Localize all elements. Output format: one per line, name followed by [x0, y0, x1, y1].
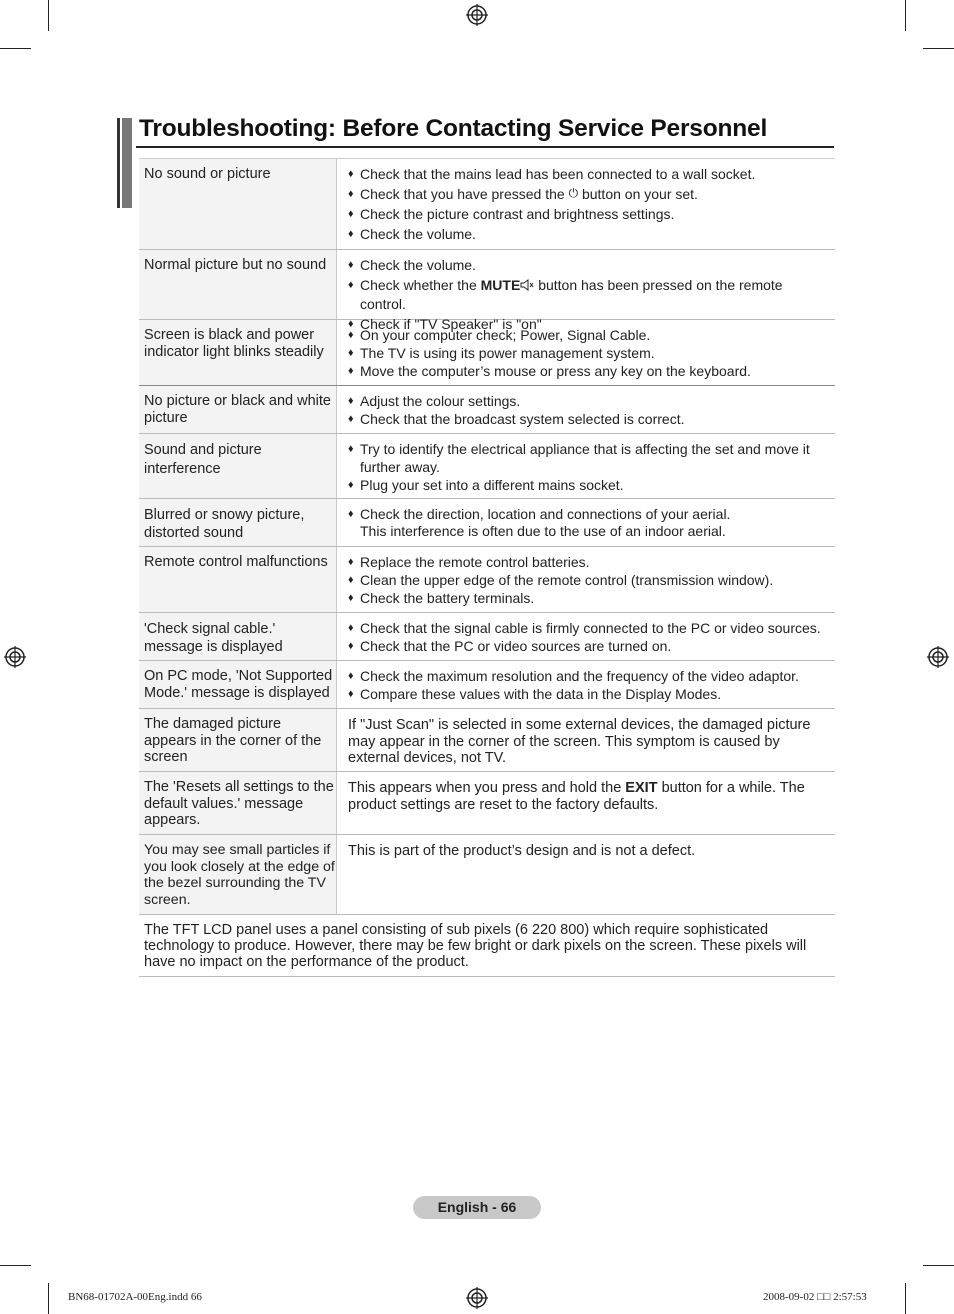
registration-mark-icon	[466, 4, 488, 26]
solution-cell	[337, 320, 835, 385]
solution-item: ♦ Try to identify the electrical appliance that is affecting the set and move it further away.	[348, 441, 810, 475]
problem-cell: The damaged picture appears in the corner of the screen	[139, 709, 337, 771]
table-row	[139, 709, 835, 772]
diamond-bullet-icon: ♦	[348, 187, 354, 200]
solution-item: ♦ Check the direction, location and connections of your aerial.	[348, 506, 731, 522]
solution-item: ♦ Adjust the colour settings.	[348, 393, 521, 409]
page-title: Troubleshooting: Before Contacting Service Personnel	[139, 115, 768, 142]
solution-item: ♦ Check that you have pressed the ⏻ button on your set.	[348, 185, 831, 206]
solution-item: ♦ The TV is using its power management system.	[348, 345, 655, 361]
table-row	[139, 613, 835, 661]
solution-item: ♦ Check the battery terminals.	[348, 590, 535, 606]
registration-mark-icon	[4, 646, 26, 668]
solution-item: ♦ Check if "TV Speaker" is "on"	[348, 315, 831, 335]
table-row	[139, 772, 835, 835]
diamond-bullet-icon: ♦	[348, 278, 354, 291]
solution-item: ♦ Check whether the MUTE button has been pressed on the remote control.	[348, 276, 831, 315]
title-accent-bar	[117, 118, 132, 208]
registration-mark-icon	[466, 1287, 488, 1309]
crop-mark	[48, 0, 49, 31]
problem-cell: On PC mode, 'Not Supported Mode.' message is displayed	[139, 661, 337, 708]
table-row	[139, 250, 835, 332]
diamond-bullet-icon: ♦	[348, 365, 354, 377]
problem-cell: No picture or black and white picture	[139, 386, 337, 433]
solution-cell	[337, 159, 835, 249]
problem-cell: Remote control malfunctions	[139, 547, 337, 612]
title-underline	[136, 146, 834, 148]
problem-cell: Screen is black and power indicator light blinks steadily	[139, 320, 337, 385]
diamond-bullet-icon: ♦	[348, 670, 354, 682]
page-number-badge: English - 66	[413, 1196, 541, 1219]
solution-item: ♦ Clean the upper edge of the remote control (transmission window).	[348, 572, 774, 588]
solution-item: ♦ Check the volume.	[348, 256, 831, 276]
diamond-bullet-icon: ♦	[348, 347, 354, 359]
diamond-bullet-icon: ♦	[348, 259, 354, 271]
diamond-bullet-icon: ♦	[348, 508, 354, 520]
solution-item: ♦ Check the picture contrast and brightness settings.	[348, 205, 831, 225]
solution-cell	[337, 499, 835, 546]
diamond-bullet-icon: ♦	[348, 574, 354, 586]
solution-item: ♦ Check that the broadcast system selected is correct.	[348, 411, 685, 427]
problem-cell: No sound or picture	[139, 159, 337, 249]
diamond-bullet-icon: ♦	[348, 208, 354, 220]
diamond-bullet-icon: ♦	[348, 413, 354, 425]
solution-cell	[337, 250, 835, 332]
crop-mark	[905, 1283, 906, 1314]
diamond-bullet-icon: ♦	[348, 168, 354, 180]
diamond-bullet-icon: ♦	[348, 329, 354, 341]
crop-mark	[48, 1283, 49, 1314]
solution-item: ♦ Check that the signal cable is firmly connected to the PC or video sources.	[348, 620, 821, 636]
solution-item: ♦ Replace the remote control batteries.	[348, 554, 590, 570]
table-row	[139, 159, 835, 250]
solution-item: ♦ Check that the mains lead has been connected to a wall socket.	[348, 165, 831, 185]
file-slug: BN68-01702A-00Eng.indd 66	[68, 1291, 202, 1303]
solution-cell	[337, 434, 835, 498]
diamond-bullet-icon: ♦	[348, 640, 354, 652]
crop-mark	[923, 48, 954, 49]
lcd-panel-note: The TFT LCD panel uses a panel consisting of sub pixels (6 220 800) which require sophisticated technology to produce. However, there may be few bright or dark pixels on the screen. These pixels will have no impact on the performance of the product.	[139, 915, 835, 977]
solution-cell: This is part of the product’s design and is not a defect.	[348, 843, 696, 859]
solution-cell	[337, 547, 835, 612]
problem-cell: Normal picture but no sound	[139, 250, 337, 319]
diamond-bullet-icon: ♦	[348, 622, 354, 634]
problem-cell: Blurred or snowy picture, distorted sound	[139, 499, 337, 546]
solution-cell	[337, 613, 835, 660]
solution-item: ♦ Check that the PC or video sources are turned on.	[348, 638, 672, 654]
solution-note: This interference is often due to the use of an indoor aerial.	[360, 522, 726, 539]
diamond-bullet-icon: ♦	[348, 395, 354, 407]
registration-mark-icon	[927, 646, 949, 668]
power-icon: ⏻	[568, 185, 579, 200]
problem-cell: The 'Resets all settings to the default values.' message appears.	[139, 772, 337, 834]
diamond-bullet-icon: ♦	[348, 479, 354, 491]
diamond-bullet-icon: ♦	[348, 317, 354, 330]
table-row	[139, 386, 835, 434]
problem-cell: 'Check signal cable.' message is displayed	[139, 613, 337, 660]
problem-cell: You may see small particles if you look closely at the edge of the bezel surrounding the TV screen.	[139, 835, 337, 914]
solution-item: ♦ Move the computer’s mouse or press any key on the keyboard.	[348, 363, 751, 379]
crop-mark	[923, 1265, 954, 1266]
crop-mark	[0, 1265, 31, 1266]
table-row	[139, 547, 835, 613]
solution-item: ♦ Plug your set into a different mains socket.	[348, 477, 624, 493]
table-row	[139, 434, 835, 499]
table-row	[139, 835, 835, 915]
table-row	[139, 661, 835, 709]
solution-cell: If "Just Scan" is selected in some external devices, the damaged picture may appear in the corner of the screen. This symptom is caused by external devices, not TV.	[348, 717, 811, 766]
diamond-bullet-icon: ♦	[348, 556, 354, 568]
solution-item: ♦ On your computer check; Power, Signal Cable.	[348, 327, 651, 343]
troubleshooting-table	[139, 158, 835, 977]
solution-cell: This appears when you press and hold the EXIT button for a while. The product settings are reset to the factory defaults.	[348, 780, 805, 813]
crop-mark	[0, 48, 31, 49]
diamond-bullet-icon: ♦	[348, 688, 354, 700]
solution-item: ♦ Compare these values with the data in the Display Modes.	[348, 686, 722, 702]
solution-cell	[337, 661, 835, 708]
diamond-bullet-icon: ♦	[348, 443, 354, 455]
mute-speaker-icon	[520, 279, 534, 291]
solution-item: ♦ Check the maximum resolution and the frequency of the video adaptor.	[348, 668, 799, 684]
table-row	[139, 499, 835, 547]
table-row	[139, 320, 835, 386]
diamond-bullet-icon: ♦	[348, 592, 354, 604]
crop-mark	[905, 0, 906, 31]
solution-item: ♦ Check the volume.	[348, 225, 831, 245]
diamond-bullet-icon: ♦	[348, 227, 354, 240]
solution-cell	[337, 386, 835, 433]
print-timestamp: 2008-09-02 □□ 2:57:53	[763, 1291, 867, 1303]
problem-cell: Sound and picture interference	[139, 434, 337, 498]
